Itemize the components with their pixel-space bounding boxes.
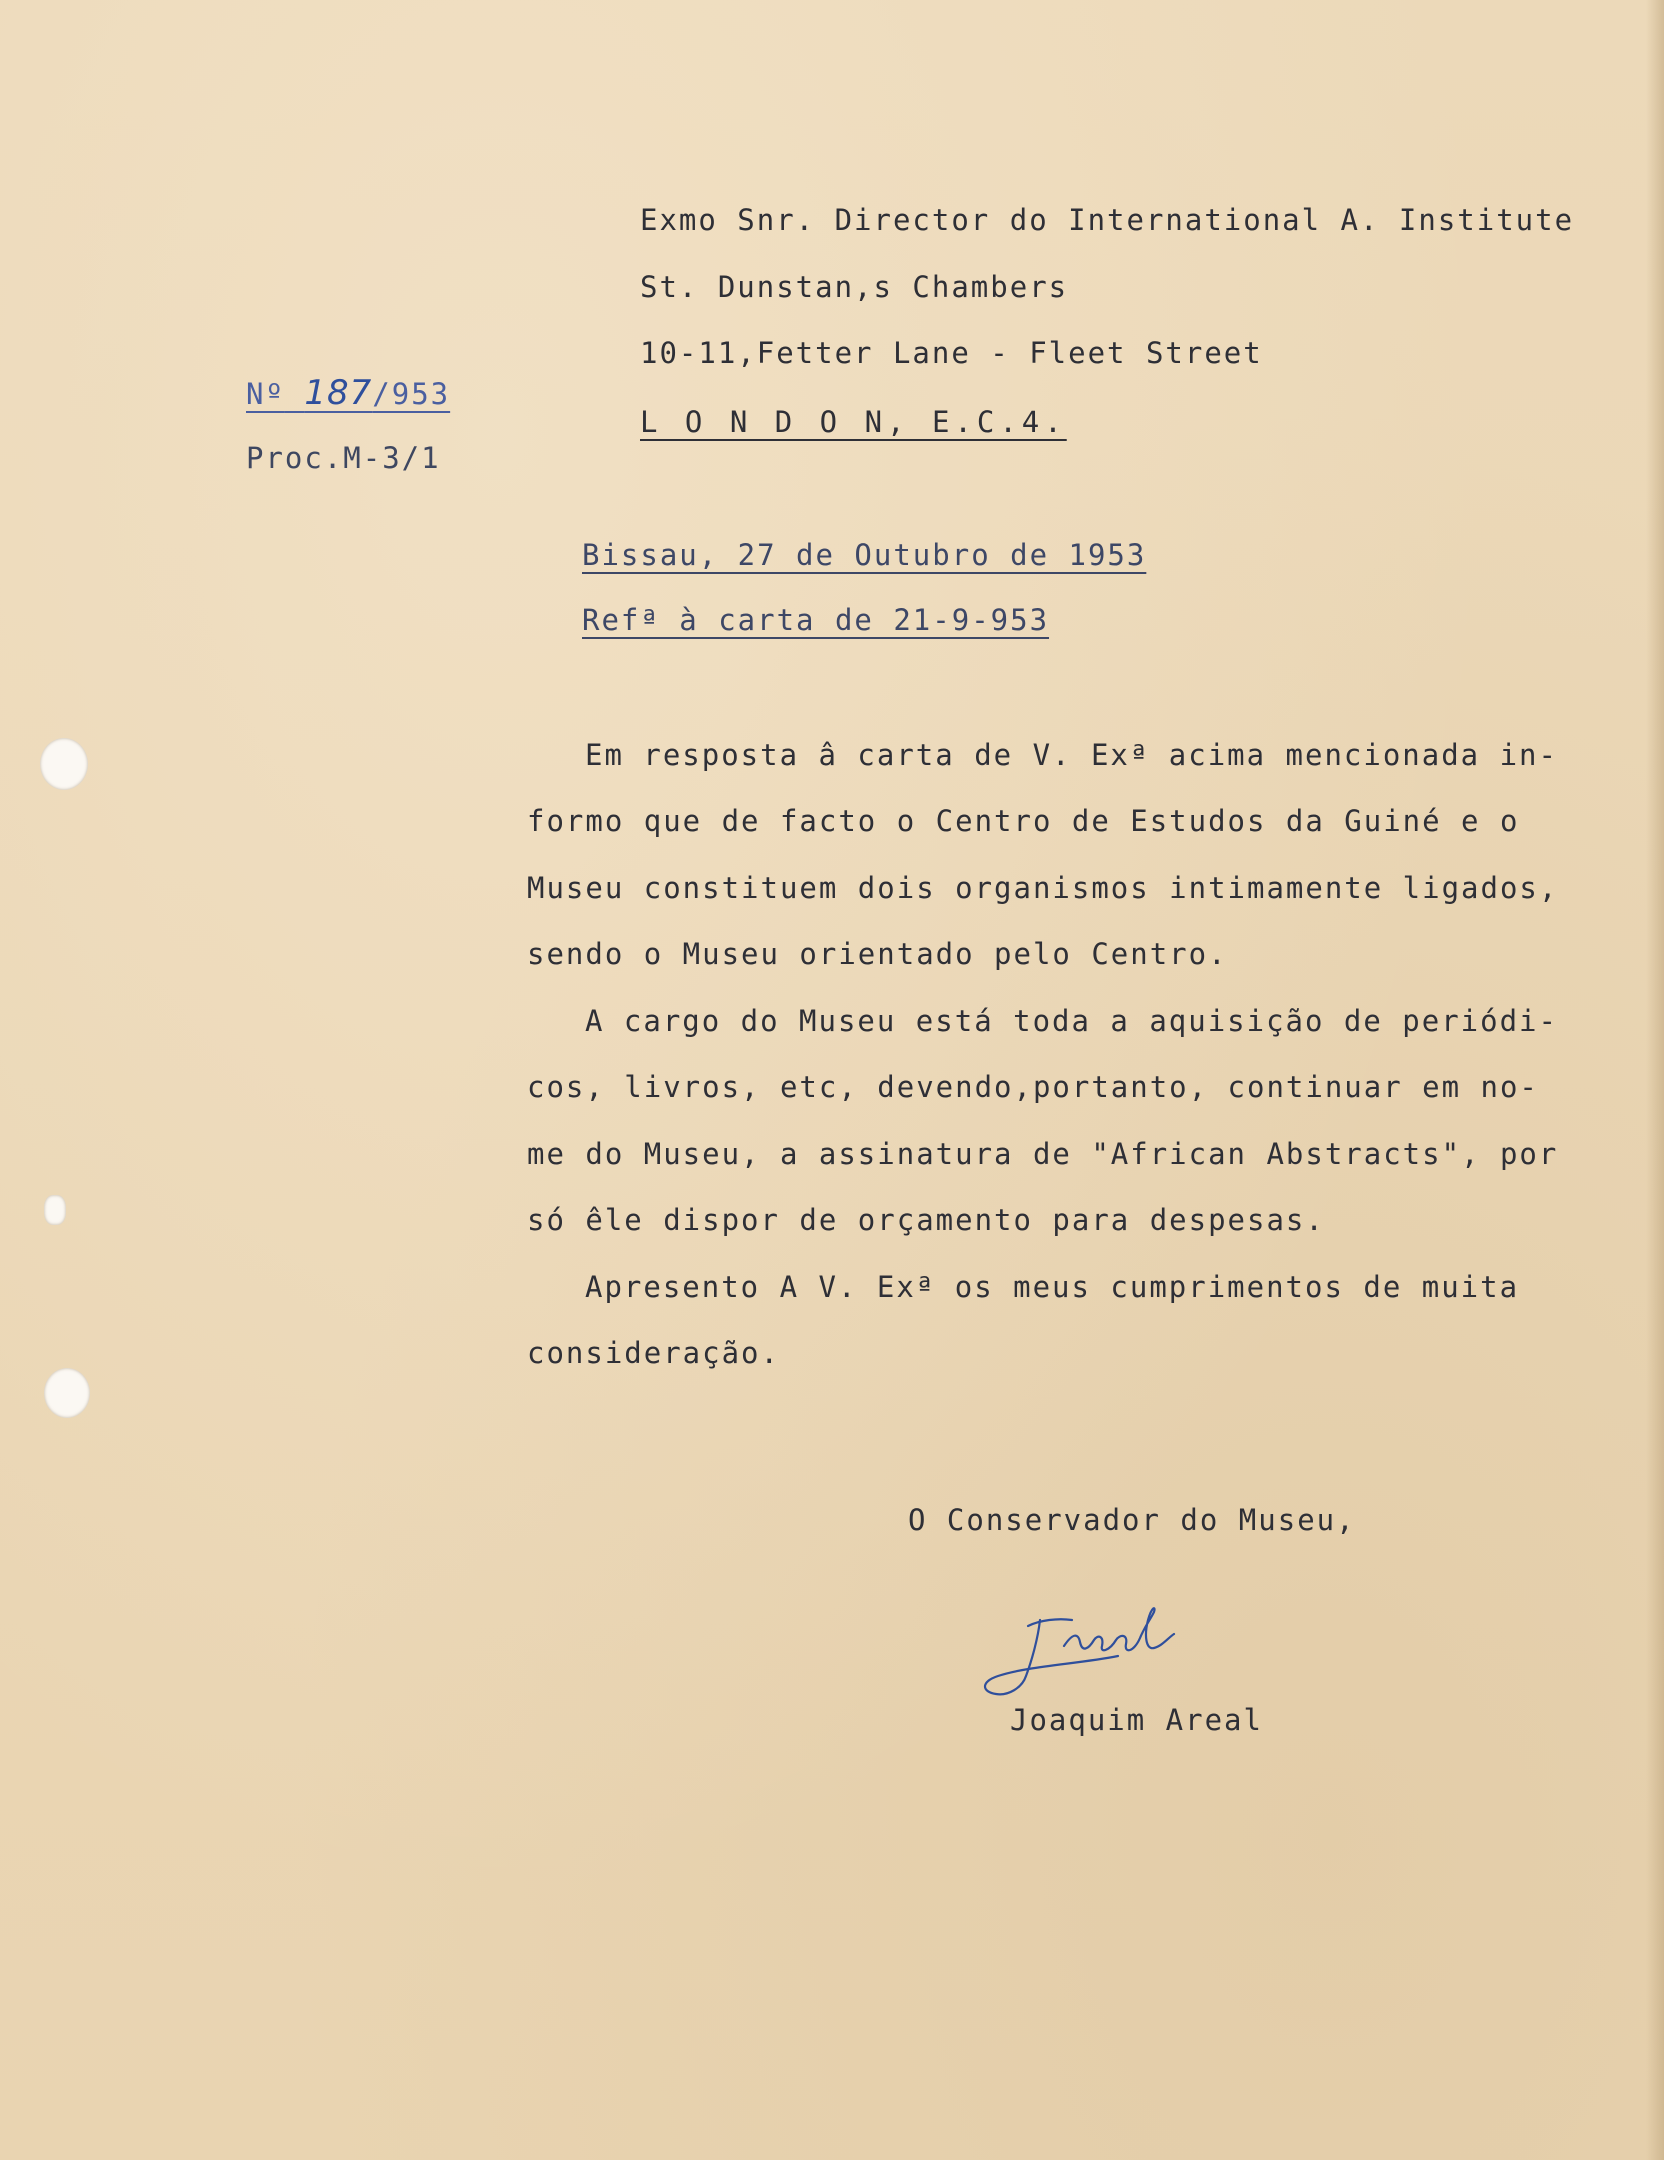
process-number: Proc.M-3/1 [246, 441, 441, 475]
addressee-line-1: Exmo Snr. Director do International A. Institute [640, 203, 1575, 237]
body-line-1: Em resposta â carta de V. Exª acima mencionada in- [585, 738, 1558, 772]
reference-number-handwritten: 187 [304, 373, 373, 413]
place-and-date: Bissau, 27 de Outubro de 1953 [582, 538, 1147, 572]
reference-number [246, 373, 450, 413]
addressee-line-3: 10-11,Fetter Lane - Fleet Street [640, 336, 1263, 370]
closing-title: O Conservador do Museu, [908, 1503, 1356, 1537]
addressee-line-2: St. Dunstan,s Chambers [640, 270, 1069, 304]
signatory-name: Joaquim Areal [1010, 1703, 1263, 1737]
punch-hole-bottom [44, 1368, 90, 1418]
body-line-9: Apresento A V. Exª os meus cumprimentos de muita [585, 1270, 1520, 1304]
punch-hole-middle [44, 1195, 66, 1225]
reference-number-suffix: /953 [372, 377, 451, 411]
reference-letter: Refª à carta de 21-9-953 [582, 603, 1050, 637]
body-line-8: só êle dispor de orçamento para despesas. [527, 1203, 1325, 1237]
body-line-6: cos, livros, etc, devendo,portanto, continuar em no- [527, 1070, 1539, 1104]
addressee-line-4: L O N D O N, E.C.4. [640, 405, 1067, 439]
reference-number-prefix: Nº [246, 377, 285, 411]
body-line-2: formo que de facto o Centro de Estudos da Guiné e o [527, 804, 1520, 838]
body-line-7: me do Museu, a assinatura de "African Abstracts", por [527, 1137, 1559, 1171]
punch-hole-top [40, 738, 88, 790]
body-line-5: A cargo do Museu está toda a aquisição de periódi- [585, 1004, 1558, 1038]
body-line-3: Museu constituem dois organismos intimamente ligados, [527, 871, 1559, 905]
handwritten-signature [968, 1598, 1238, 1718]
body-line-10: consideração. [527, 1336, 780, 1370]
body-line-4: sendo o Museu orientado pelo Centro. [527, 937, 1228, 971]
